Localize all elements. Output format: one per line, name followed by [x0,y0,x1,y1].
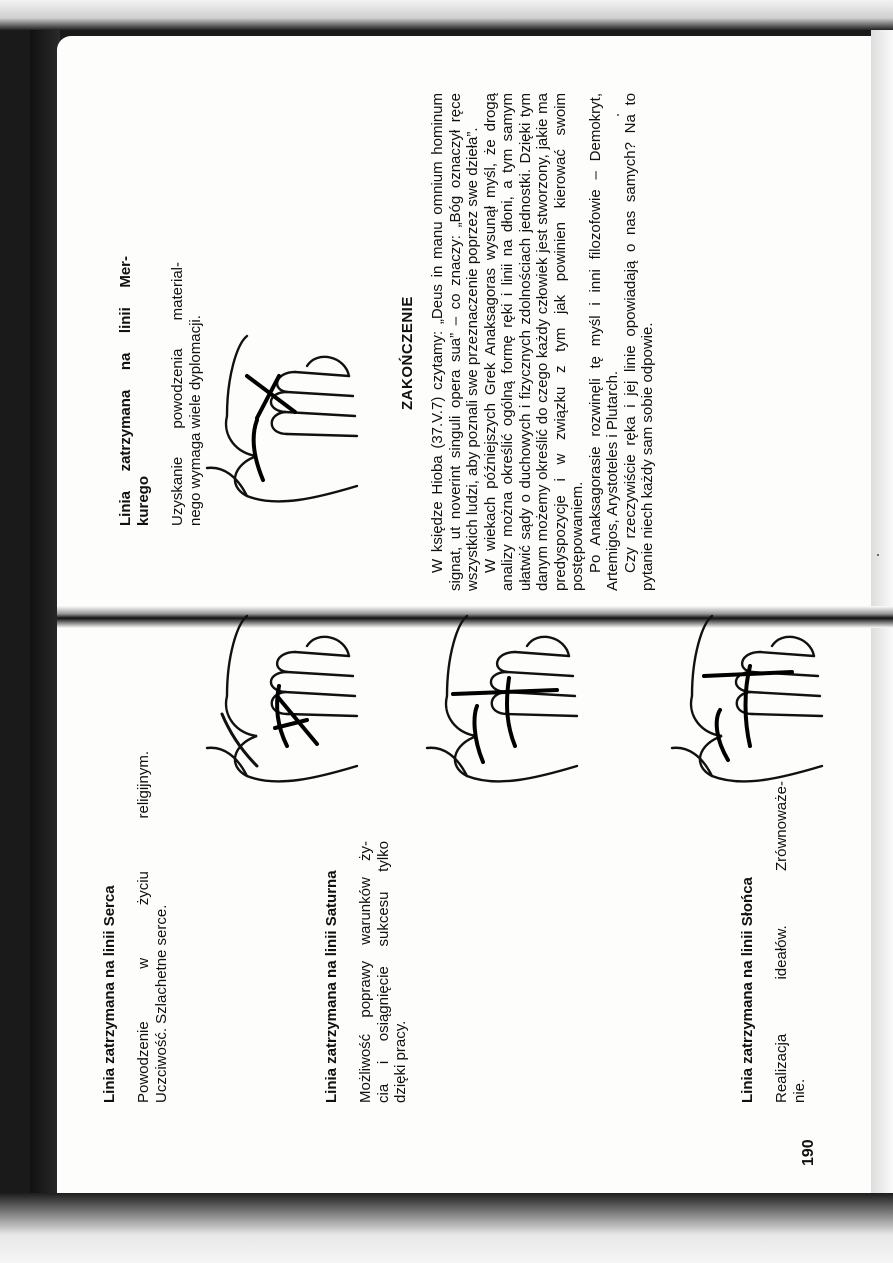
conclusion-paragraph: W księdze Hioba (37.V.7) czytamy: „Deus in manu omnium hominum signat, ut noverint singuli opera sua” – co znaczy: „Bóg oznaczył ręce wszystkich ludzi, aby poznali swe przeznaczenie poprzez swe dzieła”. [429,93,481,591]
conclusion-paragraph: W wiekach późniejszych Grek Anaksagoras wysunął myśl, że drogą analizy można określić ogólną formę ręki i linii na dłoni, a tym samym ułatwić sądy o duchowych i fizycznych zdolnościach jednostki. Dzięki tym danym możemy określić do czego każdy człowiek jest stworzony, jakie ma predyspozycje i w związku z tym jak powinien kierować swoim postępowaniem. [481,93,586,591]
text-heart-line [135,751,170,1103]
text-line: Możliwość poprawy warunków ży- [357,841,374,1103]
text-line: Powodzenie w życiu religijnym. [135,751,152,1103]
heading-sun-line: Linia zatrzymana na linii Słońca [739,877,756,1103]
conclusion-paragraph: Czy rzeczywiście ręka i jej linie opowiadają o nas samych? Na to pytanie niech każdy sam sobie odpowie. [621,93,656,591]
text-line: nie. [790,1078,808,1103]
page-number: 190 [800,1139,817,1166]
text-saturn-line [357,841,410,1103]
palm-drawing [167,606,382,806]
palm-drawing [632,606,847,806]
text-line: dzięki pracy. [392,1020,409,1103]
text-line: Uczciwość. Szlachetne serce. [152,904,170,1103]
hand-illustration-saturn [387,606,602,806]
palm-drawing [167,326,382,526]
conclusion-body [429,93,657,591]
text-line: Realizacja ideałów. Zrównoważe- [773,781,790,1103]
heading-heart-line: Linia zatrzymana na linii Serca [101,885,118,1103]
hand-illustration-heart [167,606,382,806]
conclusion-paragraph: Po Anaksagorasie rozwinęli tę myśl i inni filozofowie – Demokryt, Artemigos, Arystoteles i Plutarch. [586,93,621,591]
palm-drawing [387,606,602,806]
rotated-spread [57,36,893,1216]
text-line: nego wymaga wiele dyplomacji. [186,315,204,526]
heading-mercury-line-2: kurego [135,475,152,526]
text-sun-line [773,781,808,1103]
hand-illustration-sun [632,606,847,806]
speck [877,554,879,556]
scan-edge-shadow [30,30,60,1210]
conclusion-title: ZAKOŃCZENIE [399,296,416,410]
heading-mercury-line-1: Linia zatrzymana na linii Mer- [117,256,134,526]
text-line: cia i osiągnięcie sukcesu tylko [374,841,392,1103]
scanner-top-edge [0,0,893,30]
hand-illustration-mercury [167,326,382,526]
text-line: Uzyskanie powodzenia material- [169,262,186,526]
heading-saturn-line: Linia zatrzymana na linii Saturna [323,870,340,1103]
speck [617,114,619,116]
